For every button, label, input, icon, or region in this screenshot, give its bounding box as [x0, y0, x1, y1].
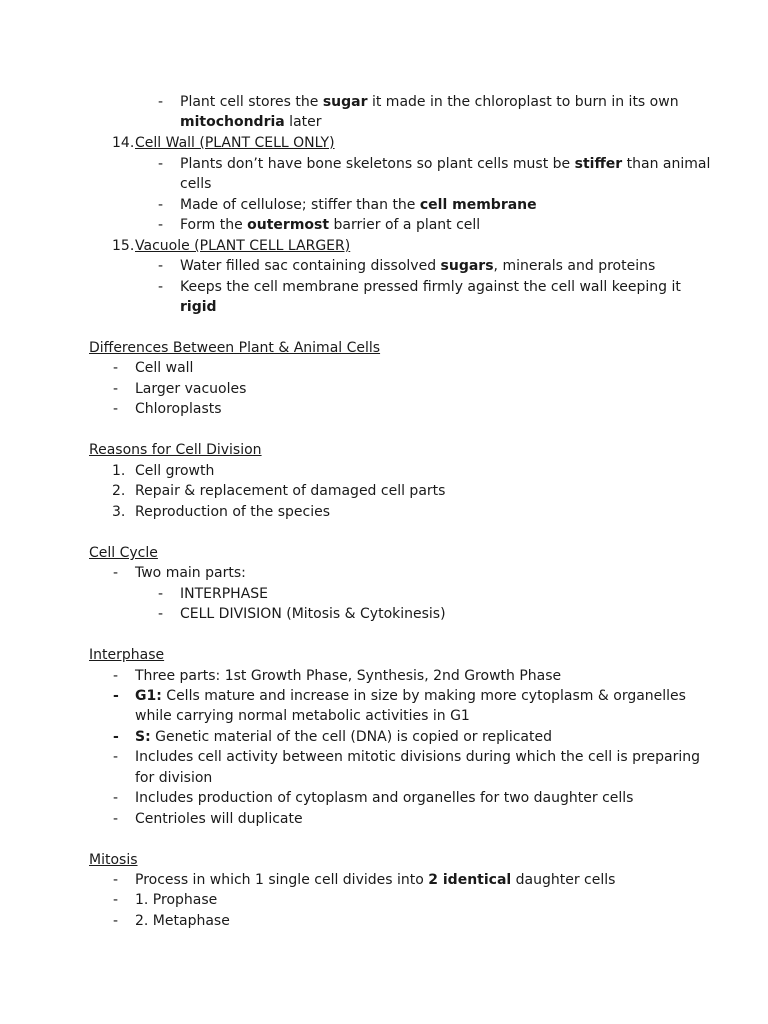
text: 1. Prophase: [135, 892, 218, 908]
text: 2. Metaphase: [135, 913, 230, 929]
heading-differences: [0, 338, 768, 358]
list-item: [0, 399, 768, 419]
section-heading: Differences Between Plant & Animal Cells: [89, 340, 381, 356]
line-bone-skeletons: [0, 154, 768, 174]
sub-list-item: [0, 604, 768, 624]
line-mitochondria: [0, 112, 768, 132]
text: while carrying normal metabolic activities in G1: [135, 708, 470, 724]
text: Larger vacuoles: [135, 381, 247, 397]
bullet-dash: -: [158, 94, 164, 110]
list-item: [0, 911, 768, 931]
text: CELL DIVISION (Mitosis & Cytokinesis): [180, 606, 446, 622]
bullet-dash: -: [113, 892, 119, 908]
bullet-dash: -: [113, 913, 119, 929]
heading-cell-cycle: [0, 543, 768, 563]
line-cells: [0, 174, 768, 194]
text: Includes production of cytoplasm and organelles for two daughter cells: [135, 790, 634, 806]
list-item: [0, 727, 768, 747]
item-title: Cell Wall (PLANT CELL ONLY): [135, 135, 335, 151]
text: Plant cell stores the sugar it made in the chloroplast to burn in its own: [180, 94, 679, 110]
text: Made of cellulose; stiffer than the cell membrane: [180, 197, 537, 213]
list-item: [0, 890, 768, 910]
text: Water filled sac containing dissolved sugars, minerals and proteins: [180, 258, 656, 274]
line-keeps-membrane: [0, 277, 768, 297]
item-cell-wall: [0, 133, 768, 153]
bullet-dash: -: [158, 258, 164, 274]
bullet-dash: -: [158, 156, 164, 172]
list-item: [0, 563, 768, 583]
list-item: [0, 461, 768, 481]
text: Centrioles will duplicate: [135, 811, 303, 827]
text: Chloroplasts: [135, 401, 222, 417]
list-item: [0, 502, 768, 522]
item-number: 14.: [112, 135, 135, 151]
sub-list-item: [0, 584, 768, 604]
section-heading: Mitosis: [89, 852, 138, 868]
heading-reasons: [0, 440, 768, 460]
text: Plants don’t have bone skeletons so plant cells must be stiffer than animal: [180, 156, 711, 172]
text: mitochondria later: [180, 114, 322, 130]
text: Reproduction of the species: [135, 504, 330, 520]
bullet-dash: -: [113, 790, 119, 806]
item-number: 15.: [112, 238, 135, 254]
list-item: [0, 809, 768, 829]
list-item: [0, 788, 768, 808]
list-item: [0, 379, 768, 399]
heading-mitosis: [0, 850, 768, 870]
bullet-dash: -: [158, 279, 164, 295]
section-heading: Reasons for Cell Division: [89, 442, 262, 458]
text: Cell growth: [135, 463, 215, 479]
item-number: 3.: [112, 504, 126, 520]
text: Cell wall: [135, 360, 194, 376]
bullet-dash: -: [113, 872, 119, 888]
bullet-dash: -: [158, 197, 164, 213]
text: rigid: [180, 299, 217, 315]
bullet-dash: -: [113, 749, 119, 765]
text: Repair & replacement of damaged cell parts: [135, 483, 446, 499]
list-item-continuation: [0, 706, 768, 726]
text: Keeps the cell membrane pressed firmly against the cell wall keeping it: [180, 279, 681, 295]
line-outermost: [0, 215, 768, 235]
bullet-dash: -: [113, 565, 119, 581]
text: G1: Cells mature and increase in size by making more cytoplasm & organelles: [135, 688, 686, 704]
bullet-dash: -: [113, 668, 119, 684]
text: Two main parts:: [135, 565, 246, 581]
line-plant-cell-sugar: [0, 92, 768, 112]
bullet-dash: -: [113, 381, 119, 397]
item-vacuole: [0, 236, 768, 256]
item-number: 1.: [112, 463, 126, 479]
list-item: [0, 358, 768, 378]
section-heading: Cell Cycle: [89, 545, 158, 561]
bullet-dash: -: [158, 606, 164, 622]
bullet-dash: -: [113, 401, 119, 417]
text: Three parts: 1st Growth Phase, Synthesis, 2nd Growth Phase: [135, 668, 562, 684]
bullet-dash: -: [113, 811, 119, 827]
list-item: [0, 481, 768, 501]
bullet-dash: -: [113, 688, 119, 704]
item-title: Vacuole (PLANT CELL LARGER): [135, 238, 351, 254]
bullet-dash: -: [113, 360, 119, 376]
item-number: 2.: [112, 483, 126, 499]
list-item: [0, 666, 768, 686]
bullet-dash: -: [158, 217, 164, 233]
text: for division: [135, 770, 213, 786]
text: Includes cell activity between mitotic divisions during which the cell is preparing: [135, 749, 700, 765]
bullet-dash: -: [113, 729, 119, 745]
text: INTERPHASE: [180, 586, 269, 602]
text: Process in which 1 single cell divides into 2 identical daughter cells: [135, 872, 616, 888]
text: Form the outermost barrier of a plant cell: [180, 217, 481, 233]
bullet-dash: -: [158, 586, 164, 602]
line-water-filled: [0, 256, 768, 276]
list-item: [0, 870, 768, 890]
list-item-continuation: [0, 768, 768, 788]
line-rigid: [0, 297, 768, 317]
list-item: [0, 747, 768, 767]
list-item: [0, 686, 768, 706]
section-heading: Interphase: [89, 647, 165, 663]
heading-interphase: [0, 645, 768, 665]
text: cells: [180, 176, 212, 192]
line-cellulose: [0, 195, 768, 215]
text: S: Genetic material of the cell (DNA) is copied or replicated: [135, 729, 552, 745]
